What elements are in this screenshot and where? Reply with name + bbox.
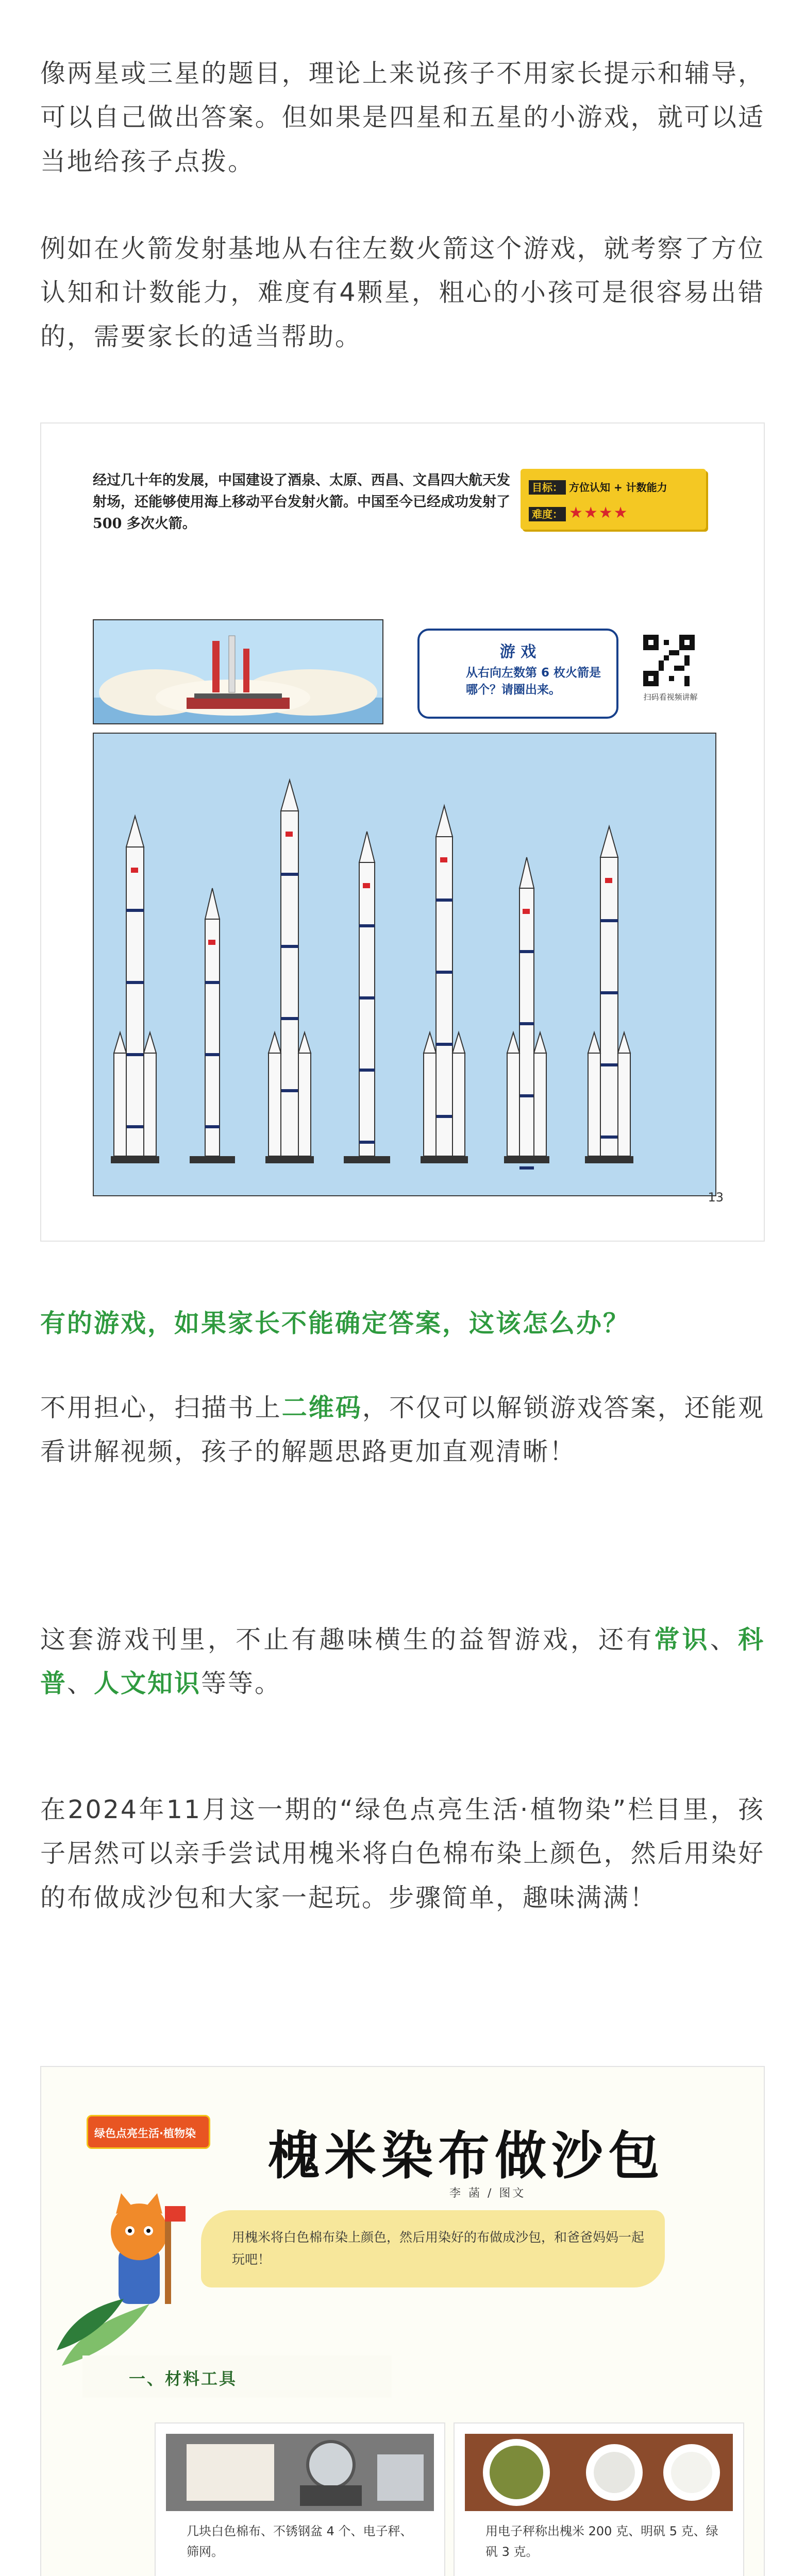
- game-question-card: [417, 629, 618, 719]
- column-tag-text: 绿色点亮生活·植物染: [94, 2127, 196, 2140]
- rocket-band: [126, 909, 144, 912]
- rocket-nose: [126, 816, 144, 847]
- rocket-band: [519, 1022, 534, 1025]
- rocket-booster-nose: [114, 1032, 126, 1053]
- rocket-body: [436, 837, 452, 1156]
- rocket-nose: [281, 780, 298, 811]
- rocket-band: [126, 1125, 144, 1128]
- rocket-band: [359, 1141, 375, 1144]
- plant-dye-page-image: [40, 2066, 765, 2576]
- rocket-band: [519, 1094, 534, 1097]
- rocket-booster-nose: [424, 1032, 436, 1053]
- goal-value: 方位认知 + 计数能力: [569, 481, 667, 494]
- rocket-nose: [205, 888, 220, 919]
- rocket-base: [111, 1156, 159, 1163]
- rocket-band: [436, 971, 452, 974]
- rocket-band: [600, 1136, 618, 1139]
- rocket-body: [281, 811, 298, 1156]
- rocket-booster-nose: [618, 1032, 630, 1053]
- rocket-band: [436, 1043, 452, 1046]
- p3-text-c: ，不仅可以解锁游戏答案，还能观看讲解视频，孩子的解题思路更加直观清晰！: [40, 1393, 765, 1467]
- ingredients-photo: [465, 2434, 733, 2511]
- rocket-band: [359, 996, 375, 999]
- goal-line: [529, 479, 667, 494]
- intro-paragraph-2: 例如在火箭发射基地从右往左数火箭这个游戏，就考察了方位认知和计数能力，难度有4颗星，粗心的小孩可是很容易出错的，需要家长的适当帮助。: [40, 234, 765, 351]
- cat-mascot-icon: [88, 2185, 186, 2309]
- dye-author: 李 菡 / 图文: [449, 2187, 526, 2200]
- dye-paragraph: 在2024年11月这一期的“绿色点亮生活·植物染”栏目里，孩子居然可以亲手尝试用槐米将白色棉布染上颜色，然后用染好的布做成沙包和大家一起玩。步骤简单，趣味满满！: [40, 1795, 765, 1912]
- rocket-band: [436, 899, 452, 902]
- page-number: 13: [708, 1190, 724, 1205]
- game-title: 游 戏: [499, 643, 536, 661]
- materials-caption-1: 几块白色棉布、不锈钢盆 4 个、电子秤、筛网。: [187, 2524, 413, 2559]
- difficulty-stars: ★★★★: [569, 504, 629, 522]
- difficulty-label: 难度：: [529, 507, 566, 521]
- rocket-band: [205, 1125, 220, 1128]
- rocket-nose: [359, 832, 375, 862]
- rocket-booster-nose: [298, 1032, 311, 1053]
- rocket-base: [585, 1156, 633, 1163]
- dye-intro-bubble: [201, 2210, 665, 2287]
- rocket-booster-nose: [588, 1032, 600, 1053]
- rocket-flag: [286, 832, 293, 837]
- rocket-band: [281, 1017, 298, 1020]
- rocket-band: [126, 1053, 144, 1056]
- rocket-band: [436, 1115, 452, 1118]
- rocket-flag: [523, 909, 530, 914]
- rocket-base: [265, 1156, 314, 1163]
- rocket-booster: [144, 1053, 156, 1156]
- rocket-band: [281, 1089, 298, 1092]
- rocket-flag: [605, 878, 612, 883]
- rocket-game-page-image: [40, 422, 765, 1242]
- rocket-band: [281, 945, 298, 948]
- rocket-nose: [436, 806, 452, 837]
- qr-code-highlight: 二维码: [281, 1393, 362, 1422]
- cloth-and-tools-photo: [166, 2434, 434, 2511]
- humanities-highlight: 人文知识: [94, 1669, 202, 1699]
- rocket-band: [205, 981, 220, 984]
- dye-intro-text: 用槐米将白色棉布染上颜色，然后用染好的布做成沙包，和爸爸妈妈一起玩吧！: [232, 2230, 645, 2267]
- rocket-band: [281, 873, 298, 876]
- goal-label: 目标：: [529, 480, 566, 495]
- rocket-booster-nose: [534, 1032, 546, 1053]
- rocket-band: [600, 1063, 618, 1066]
- rockets-illustration: [93, 733, 716, 1196]
- rocket-base: [504, 1156, 549, 1163]
- rocket-base: [344, 1156, 390, 1163]
- rocket-intro-text: 经过几十年的发展，中国建设了酒泉、太原、西昌、文昌四大航天发射场，还能够使用海上移动平台发射火箭。中国至今已经成功发射了 500 多次火箭。: [93, 472, 510, 532]
- rocket-booster-nose: [269, 1032, 281, 1053]
- goal-card: [521, 469, 706, 530]
- launch-scene-illustration: [93, 619, 383, 724]
- materials-card-2: [454, 2422, 744, 2576]
- p4-sep-2: 、: [67, 1669, 94, 1699]
- rocket-nose: [600, 826, 618, 857]
- p4-sep-1: 、: [710, 1625, 738, 1654]
- rocket-booster: [114, 1053, 126, 1156]
- rocket-booster: [507, 1053, 519, 1156]
- rocket-booster: [534, 1053, 546, 1156]
- rocket-band: [359, 1069, 375, 1072]
- p3-text-a: 不用担心，扫描书上: [40, 1393, 282, 1422]
- rocket-band: [600, 991, 618, 994]
- rocket-band: [600, 919, 618, 922]
- qr-caption: 扫码看视频讲解: [643, 692, 698, 702]
- p4-text-g: 等等。: [201, 1669, 282, 1699]
- rocket-body: [205, 919, 220, 1156]
- qr-code[interactable]: [643, 635, 695, 686]
- question-heading: 有的游戏，如果家长不能确定答案，这该怎么办？: [40, 1309, 630, 1338]
- intro-paragraph-1: 像两星或三星的题目，理论上来说孩子不用家长提示和辅导，可以自己做出答案。但如果是四星和五星的小游戏，就可以适当地给孩子点拨。: [40, 59, 765, 176]
- difficulty-line: [529, 504, 629, 522]
- rocket-booster: [298, 1053, 311, 1156]
- rocket-booster: [452, 1053, 465, 1156]
- rocket-band: [519, 1166, 534, 1170]
- materials-section-header: [82, 2355, 392, 2398]
- rocket-base: [190, 1156, 235, 1163]
- rocket-booster: [618, 1053, 630, 1156]
- rocket-band: [126, 981, 144, 984]
- rocket-body: [359, 862, 375, 1156]
- rocket-nose: [519, 857, 534, 888]
- rocket-band: [205, 1053, 220, 1056]
- rocket-flag: [363, 883, 370, 888]
- rocket-drawing: [94, 734, 715, 1195]
- rocket-booster: [424, 1053, 436, 1156]
- common-sense-highlight: 常识: [654, 1625, 710, 1654]
- rocket-booster-nose: [452, 1032, 465, 1053]
- rocket-flag: [131, 868, 138, 873]
- rocket-flag: [440, 857, 447, 862]
- rocket-base: [421, 1156, 468, 1163]
- rocket-body: [126, 847, 144, 1156]
- content-paragraph: [40, 1618, 765, 1706]
- p4-text-a: 这套游戏刊里，不止有趣味横生的益智游戏，还有: [40, 1625, 655, 1654]
- rocket-booster: [269, 1053, 281, 1156]
- materials-section-title: 一、材料工具: [129, 2369, 238, 2388]
- rocket-band: [359, 924, 375, 927]
- rocket-booster: [588, 1053, 600, 1156]
- materials-caption-2: 用电子秤称出槐米 200 克、明矾 5 克、绿矾 3 克。: [485, 2524, 718, 2559]
- rocket-band: [519, 950, 534, 953]
- rocket-booster-nose: [144, 1032, 156, 1053]
- science-highlight: 科普: [40, 1625, 765, 1699]
- rocket-body: [600, 857, 618, 1156]
- materials-card-1: [155, 2422, 445, 2576]
- rocket-flag: [208, 940, 215, 945]
- dye-title: 槐米染布做沙包: [268, 2125, 665, 2186]
- column-tag: [87, 2115, 210, 2149]
- rocket-booster-nose: [507, 1032, 519, 1053]
- game-question: 从右向左数第 6 枚火箭是哪个？请圈出来。: [466, 666, 601, 697]
- qr-paragraph: [40, 1386, 765, 1474]
